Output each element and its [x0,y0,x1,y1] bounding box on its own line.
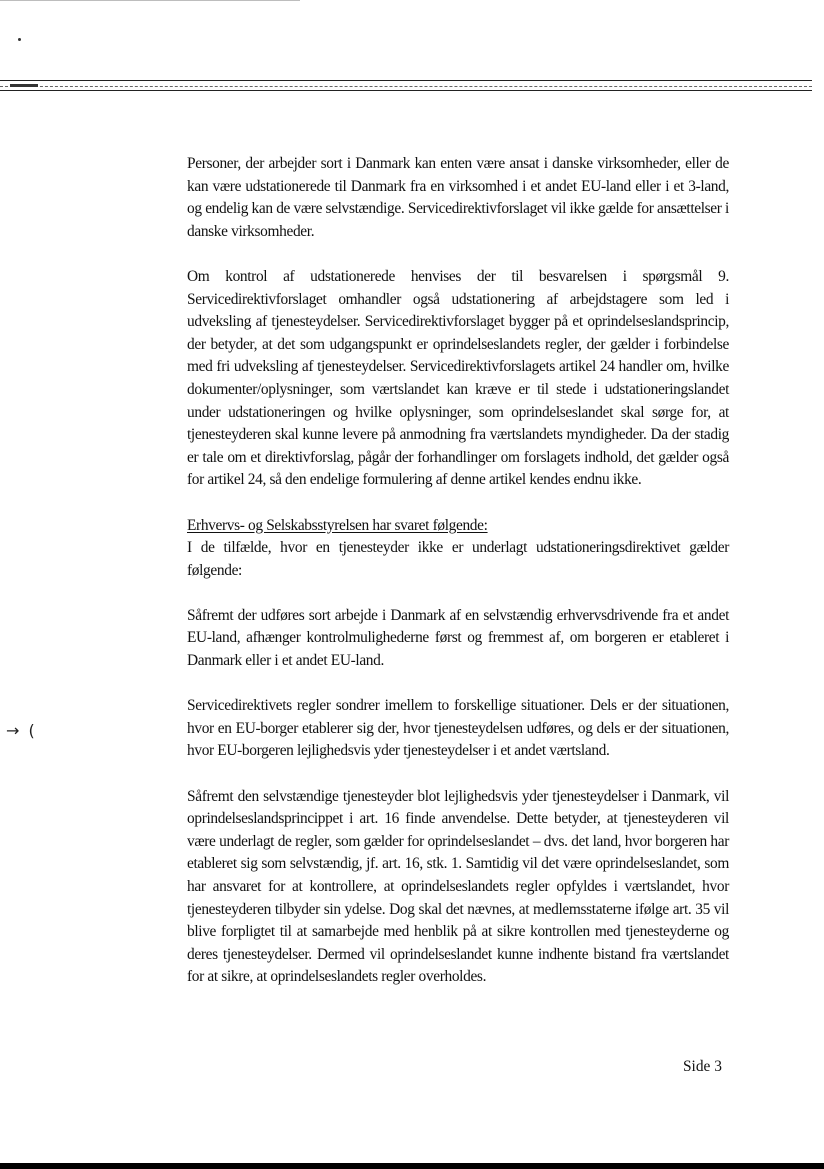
header-tick [10,84,38,87]
paragraph-6: Såfremt den selvstændige tjenesteyder blot lejlighedsvis yder tjenesteydelser i Danmark, vil oprindelseslandsprincippet i art. 16 finde anvendelse. Dette betyder, at tjenesteyderen vil være underlagt de regler, som gælder for oprindelseslandet – dvs. det land, hvor borgeren har etableret sig som selvstændig, jf. art. 16, stk. 1. Samtidig vil det være oprindelseslandet, som har ansvaret for at kontrollere, at oprindelseslandets regler opfyldes i værtslandet, hvor tjenesteyderen tilbyder sin ydelse. Dog skal det nævnes, at medlemsstaterne ifølge art. 35 vil blive forpligtet til at samarbejde med henblik på at sikre kontrollen med tjenesteyderne og deres tjenesteydelser. Dermed vil oprindelseslandet kunne indhente bistand fra værtslandet for at sikre, at oprindelseslandets regler overholdes. [187,787,729,986]
header-line-bottom [0,90,812,91]
margin-arrow-mark: → ( [6,721,37,740]
header-line-dashed [0,86,812,87]
paragraph-3: I de tilfælde, hvor en tjenesteyder ikke er underlagt udstationeringsdirektivet gælder følgende: [187,539,729,579]
speck-mark [18,38,21,41]
paragraph-2: Om kontrol af udstationerede henvises der til besvarelsen i spørgsmål 9. Servicedirektivforslaget omhandler også udstationering af arbejdstagere som led i udveksling af tjenesteydelser. Servicedirektivforslaget bygger på et oprindelseslandsprincip, der betyder, at det som udgangspunkt er oprindelseslandets regler, der gælder i forbindelse med fri udveksling af tjenesteydelser. Servicedirektivforslagets artikel 24 handler om, hvilke dokumenter/oplysninger, som værtslandet kan kræve er til stede i udstationeringslandet under udstationeringen og hvilke oplysninger, som oprindelseslandet skal sørge for, at tjenesteyderen skal kunne levere på anmodning fra værtslandets myndigheder. Da der stadig er tale om et direktivforslag, pågår der forhandlinger om forslagets indhold, det gælder også for artikel 24, så den endelige formulering af denne artikel kendes endnu ikke. [187,267,729,489]
paragraph-1: Personer, der arbejder sort i Danmark kan enten være ansat i danske virksomheder, eller de kan være udstationerede til Danmark fra en virksomhed i et andet EU-land eller i et 3-land, og endelig kan de være selvstændige. Servicedirektivforslaget vil ikke gælde for ansættelser i danske virksomheder. [187,155,729,240]
page-body [187,153,729,989]
section-heading: Erhvervs- og Selskabsstyrelsen har svaret følgende: [187,516,488,534]
paragraph-4: Såfremt der udføres sort arbejde i Danmark af en selvstændig erhvervsdrivende fra et andet EU-land, afhænger kontrolmulighederne først og fremmest af, om borgeren er etableret i Danmark eller i et andet EU-land. [187,606,729,670]
page-number: Side 3 [683,1058,722,1075]
top-rule [0,0,300,1]
paragraph-5: Servicedirektivets regler sondrer imellem to forskellige situationer. Dels er der situationen, hvor en EU-borger etablerer sig der, hvor tjenesteydelsen udføres, og dels er der situationen, hvor EU-borgeren lejlighedsvis yder tjenesteydelser i et andet værtsland. [187,697,729,760]
header-line-top [0,80,812,81]
bottom-scan-edge [0,1163,824,1169]
